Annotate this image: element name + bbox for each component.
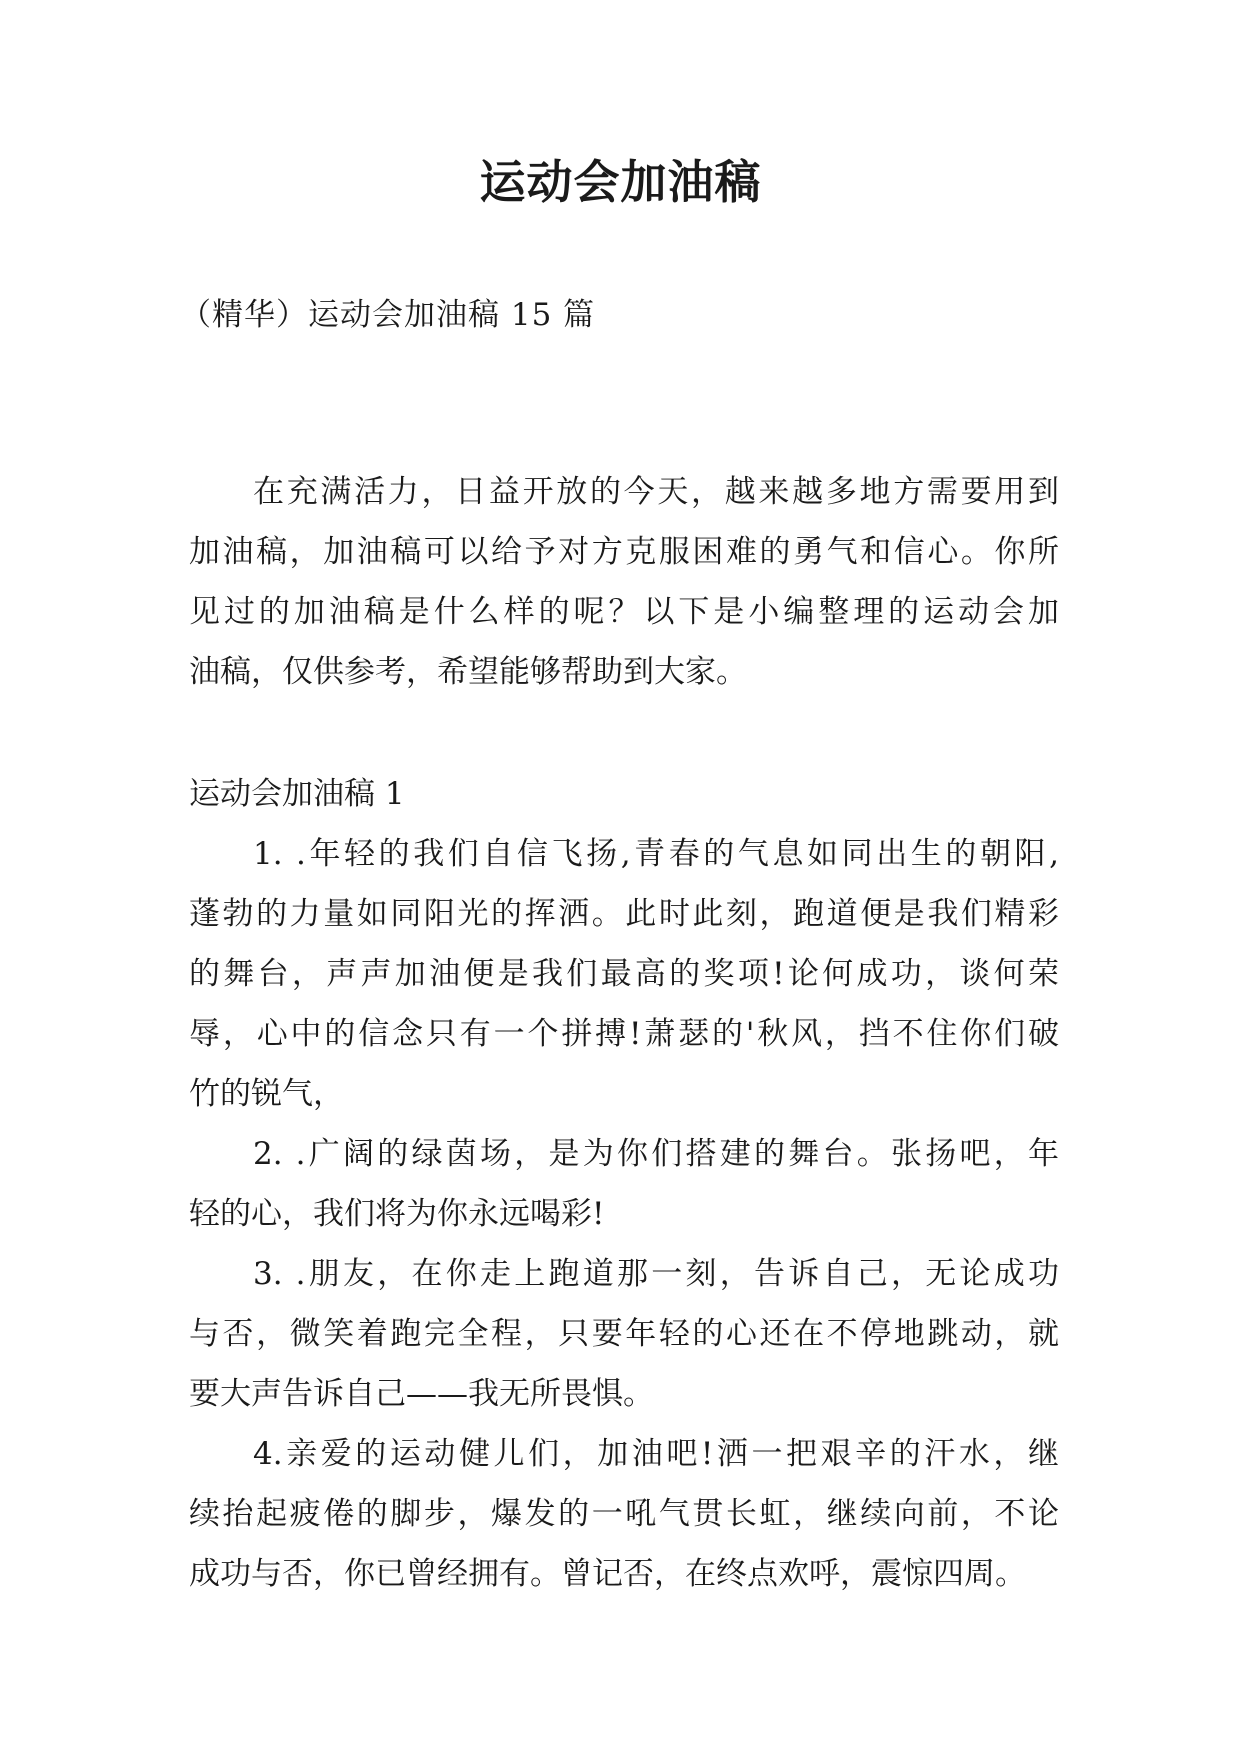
text-line: 见过的加油稿是什么样的呢？以下是小编整理的运动会加: [189, 594, 1059, 630]
text-line: 轻的心，我们将为你永远喝彩!: [189, 1196, 605, 1232]
intro-paragraph: [189, 462, 1059, 702]
text-line: 4.亲爱的运动健儿们，加油吧!洒一把艰辛的汗水，继: [253, 1436, 1059, 1472]
list-item: [189, 1244, 1059, 1424]
document-subtitle: （精华）运动会加油稿 15 篇: [180, 297, 596, 333]
list-item: [189, 1424, 1059, 1604]
list-item: [189, 1124, 1059, 1244]
text-line: 油稿，仅供参考，希望能够帮助到大家。: [189, 654, 747, 690]
paragraph-gap: [189, 702, 1059, 764]
list-item: [189, 824, 1059, 1124]
text-line: 2. .广阔的绿茵场，是为你们搭建的舞台。张扬吧，年: [253, 1136, 1059, 1172]
text-line: 加油稿，加油稿可以给予对方克服困难的勇气和信心。你所: [189, 534, 1059, 570]
section-heading: 运动会加油稿 1: [189, 776, 405, 812]
text-line: 3. .朋友，在你走上跑道那一刻，告诉自己，无论成功: [253, 1256, 1059, 1292]
text-line: 1. .年轻的我们自信飞扬,青春的气息如同出生的朝阳,: [253, 836, 1059, 872]
document-title: 运动会加油稿: [479, 155, 762, 209]
text-line: 辱，心中的信念只有一个拼搏!萧瑟的'秋风，挡不住你们破: [189, 1016, 1059, 1052]
text-line: 的舞台，声声加油便是我们最高的奖项!论何成功，谈何荣: [189, 956, 1059, 992]
text-line: 续抬起疲倦的脚步，爆发的一吼气贯长虹，继续向前，不论: [189, 1496, 1059, 1532]
text-line: 要大声告诉自己——我无所畏惧。: [189, 1376, 654, 1412]
text-line: 竹的锐气，: [189, 1076, 344, 1112]
text-line: 与否，微笑着跑完全程，只要年轻的心还在不停地跳动，就: [189, 1316, 1059, 1352]
text-line: 在充满活力，日益开放的今天，越来越多地方需要用到: [253, 474, 1059, 510]
text-line: 蓬勃的力量如同阳光的挥洒。此时此刻，跑道便是我们精彩: [189, 896, 1059, 932]
text-line: 成功与否，你已曾经拥有。曾记否，在终点欢呼，震惊四周。: [189, 1556, 1026, 1592]
document-body: [189, 462, 1059, 1604]
